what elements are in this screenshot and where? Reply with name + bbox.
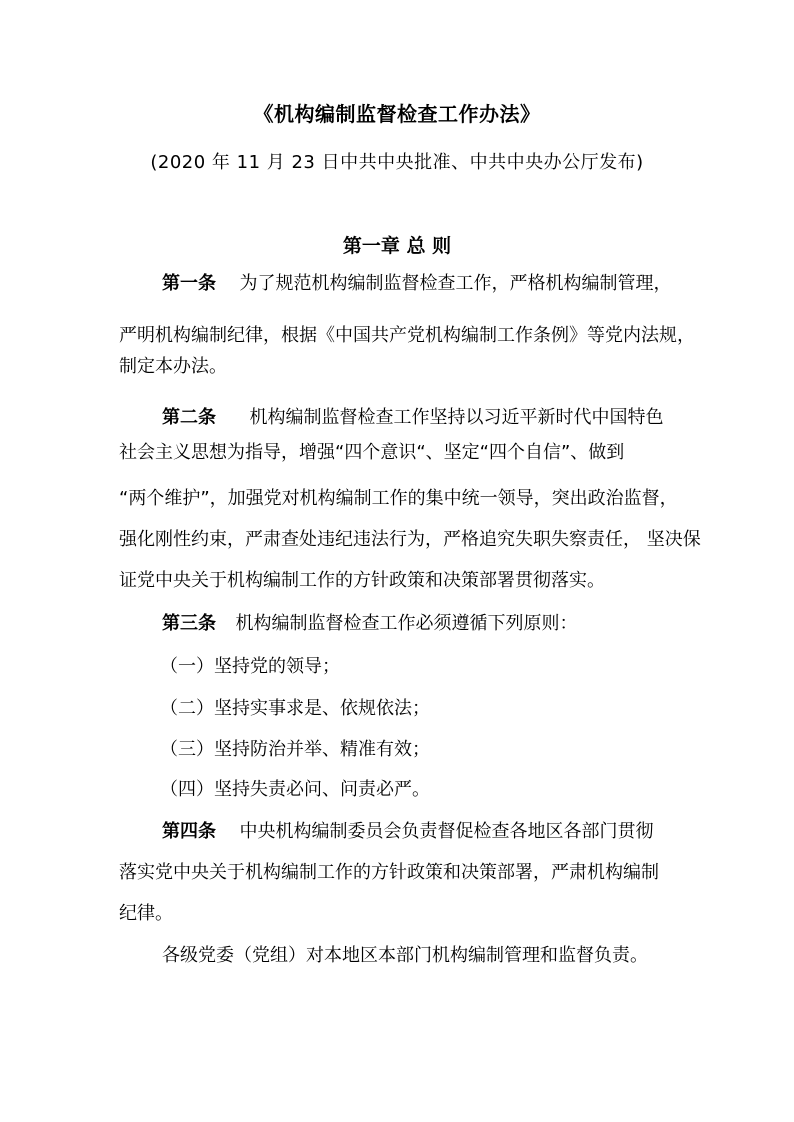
chapter-heading: 第一章 总 则	[342, 235, 452, 257]
article-3-item-3: （三）坚持防治并举、精准有效；	[160, 739, 430, 760]
document-title: 《机构编制监督检查工作办法》	[253, 102, 541, 126]
article-3-item-1: （一）坚持党的领导；	[160, 656, 340, 677]
article-1-line-2: 严明机构编制纪律，根据《中国共产党机构编制工作条例》等党内法规，	[119, 325, 695, 346]
article-2-line-4: 强化刚性约束，严肃查处违纪违法行为，严格追究失职失察责任， 坚决保	[119, 529, 701, 550]
article-1-line-1: 为了规范机构编制监督检查工作，严格机构编制管理，	[239, 273, 672, 294]
article-2-heading: 第二条	[162, 407, 216, 428]
document-subtitle: (2020 年 11 月 23 日中共中央批准、中共中央办公厅发布)	[150, 152, 644, 173]
article-2-first-line	[162, 406, 663, 430]
article-2-line-1: 机构编制监督检查工作坚持以习近平新时代中国特色	[249, 407, 664, 428]
article-4-heading: 第四条	[162, 821, 216, 842]
article-3-line-1: 机构编制监督检查工作必须遵循下列原则：	[235, 613, 578, 634]
article-4-line-1: 中央机构编制委员会负责督促检查各地区各部门贯彻	[239, 821, 654, 842]
article-3-first-line	[162, 612, 577, 636]
article-1-first-line	[162, 272, 671, 296]
article-2-line-3: “两个维护”，加强党对机构编制工作的集中统一领导，突出政治监督，	[119, 488, 678, 509]
article-4-first-line	[162, 820, 653, 844]
article-3-heading: 第三条	[162, 613, 216, 634]
article-1-line-3: 制定本办法。	[119, 356, 227, 377]
article-2-line-2: 社会主义思想为指导，增强“四个意识“、坚定“四个自信”、做到	[119, 442, 625, 463]
article-4-line-3: 纪律。	[119, 903, 173, 924]
article-4-line-2: 落实党中央关于机构编制工作的方针政策和决策部署，严肃机构编制	[119, 862, 659, 883]
article-2-line-5: 证党中央关于机构编制工作的方针政策和决策部署贯彻落实。	[119, 570, 605, 591]
article-3-item-4: （四）坚持失责必问、问责必严。	[160, 779, 430, 800]
article-1-heading: 第一条	[162, 273, 216, 294]
article-3-item-2: （二）坚持实事求是、依规依法；	[160, 698, 430, 719]
closing-paragraph: 各级党委（党组）对本地区本部门机构编制管理和监督负责。	[162, 945, 648, 966]
